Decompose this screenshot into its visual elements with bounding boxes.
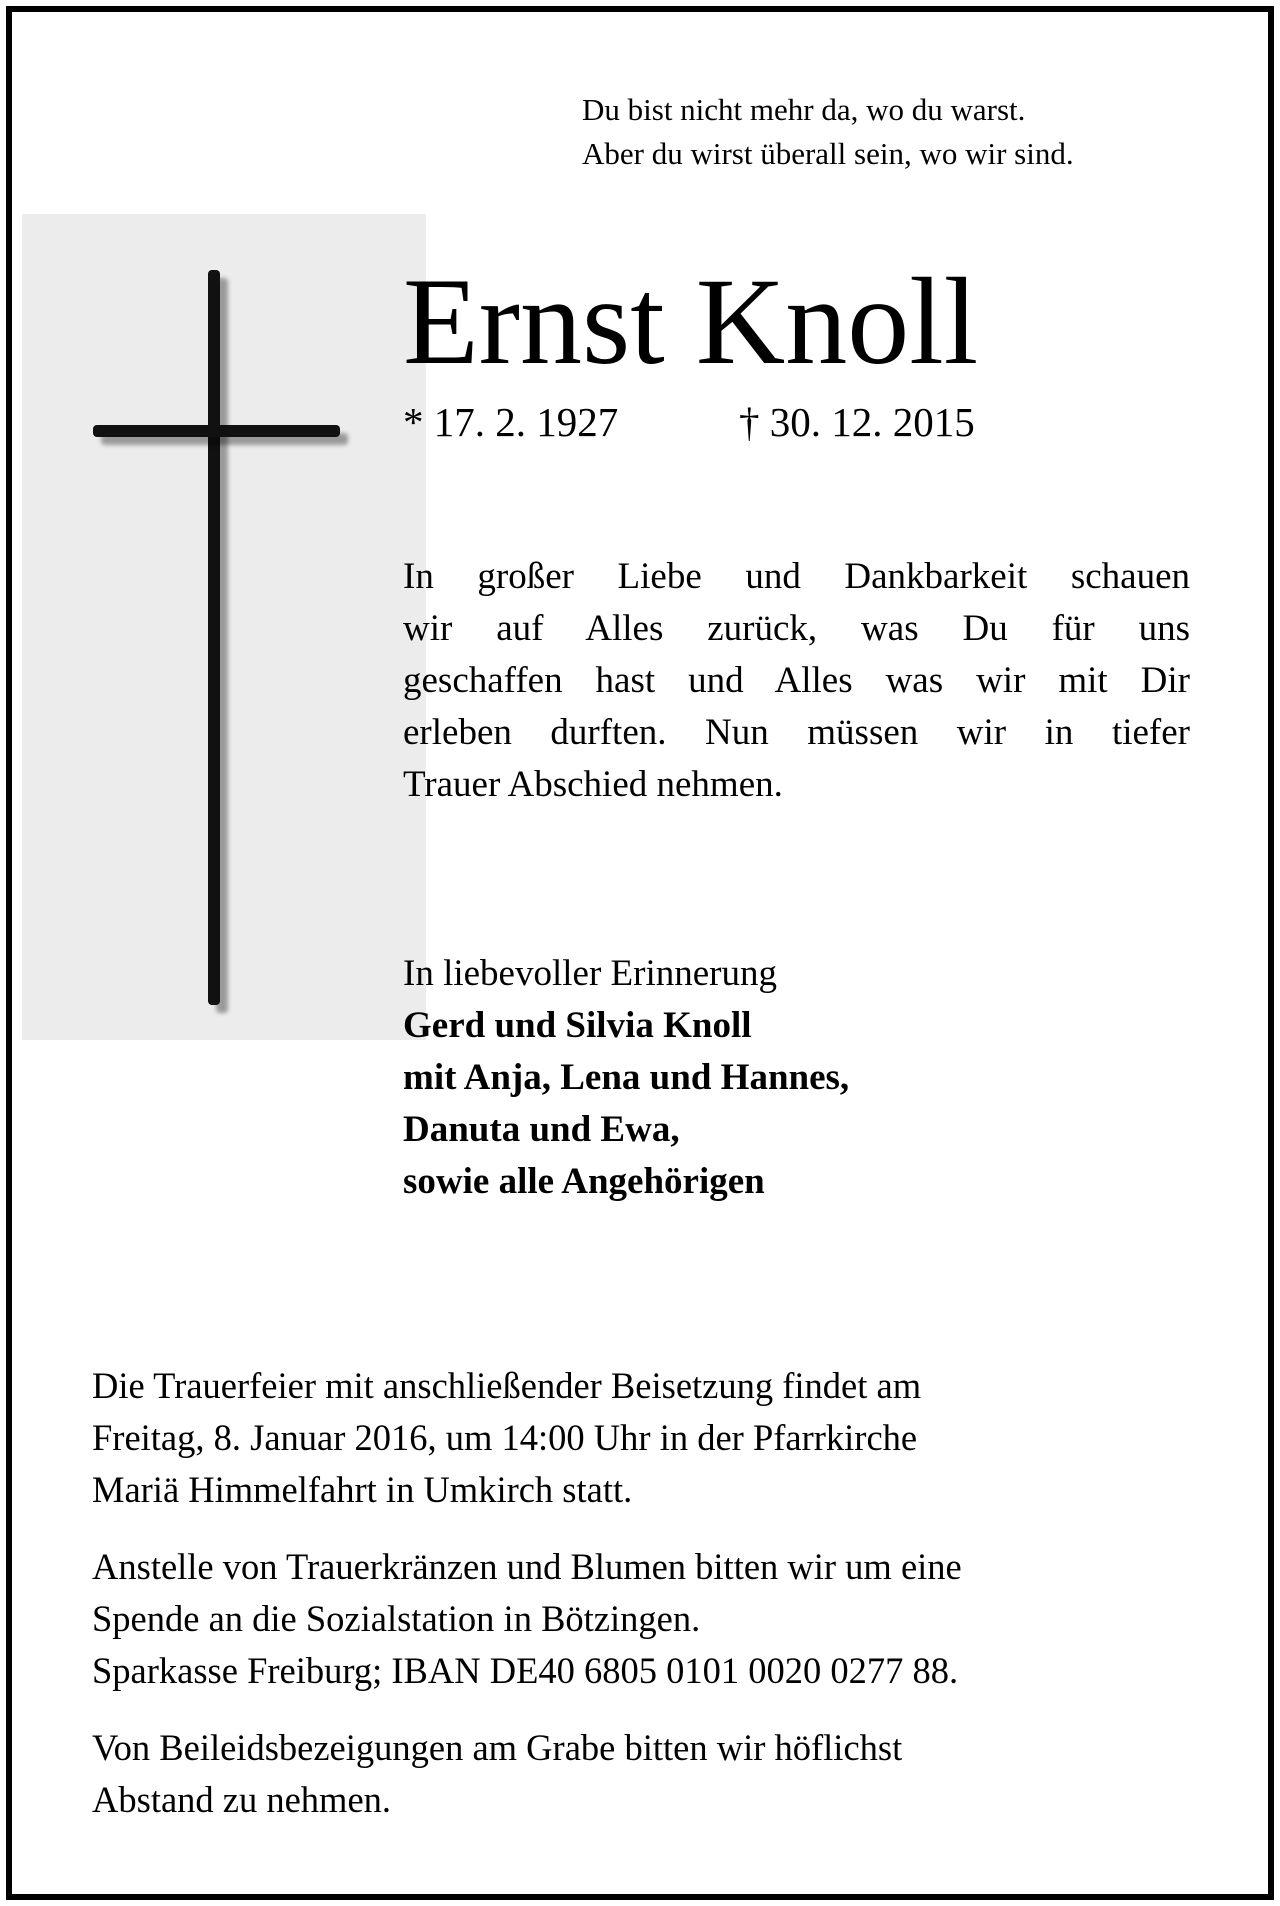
mourner-name: sowie alle Angehörigen [403, 1161, 765, 1202]
donation-line: Sparkasse Freiburg; IBAN DE40 6805 0101 0020 0277 88. [92, 1650, 959, 1691]
mourners-block [403, 948, 849, 1208]
deceased-name: Ernst Knoll [403, 253, 979, 390]
tribute-line: Trauer Abschied nehmen. [403, 764, 783, 805]
donation-line: Spende an die Sozialstation in Bötzingen. [92, 1598, 701, 1639]
mourner-name: Gerd und Silvia Knoll [403, 1005, 752, 1046]
mourner-name: mit Anja, Lena und Hannes, [403, 1057, 850, 1098]
service-line: Die Trauerfeier mit anschließender Beisetzung findet am [92, 1365, 922, 1406]
mourners-intro: In liebevoller Erinnerung [403, 953, 777, 994]
tribute-line: wir auf Alles zurück, was Du für uns [403, 608, 1190, 649]
condolence-line: Von Beileidsbezeigungen am Grabe bitten wir höflichst [92, 1727, 903, 1768]
cross-horizontal-beam [93, 425, 340, 437]
mourner-name: Danuta und Ewa, [403, 1109, 680, 1150]
donation-request [92, 1541, 1202, 1697]
tribute-line: geschaffen hast und Alles was wir mit Dir [403, 660, 1190, 701]
motto-quote [582, 88, 1074, 176]
condolence-note [92, 1722, 1202, 1826]
motto-line: Du bist nicht mehr da, wo du warst. [582, 92, 1026, 127]
cross-vertical-beam [208, 270, 220, 1005]
condolence-line: Abstand zu nehmen. [92, 1779, 392, 1820]
death-date: † 30. 12. 2015 [739, 399, 975, 445]
service-line: Mariä Himmelfahrt in Umkirch statt. [92, 1469, 633, 1510]
life-dates [403, 397, 975, 447]
birth-date: * 17. 2. 1927 [403, 399, 619, 445]
tribute-line: In großer Liebe und Dankbarkeit schauen [403, 556, 1190, 597]
donation-line: Anstelle von Trauerkränzen und Blumen bitten wir um eine [92, 1546, 962, 1587]
motto-line: Aber du wirst überall sein, wo wir sind. [582, 136, 1074, 171]
service-announcement [92, 1360, 1202, 1516]
tribute-line: erleben durften. Nun müssen wir in tiefer [403, 712, 1190, 753]
service-line: Freitag, 8. Januar 2016, um 14:00 Uhr in der Pfarrkirche [92, 1417, 918, 1458]
tribute-text [403, 551, 1190, 811]
cross-background [22, 214, 426, 1040]
